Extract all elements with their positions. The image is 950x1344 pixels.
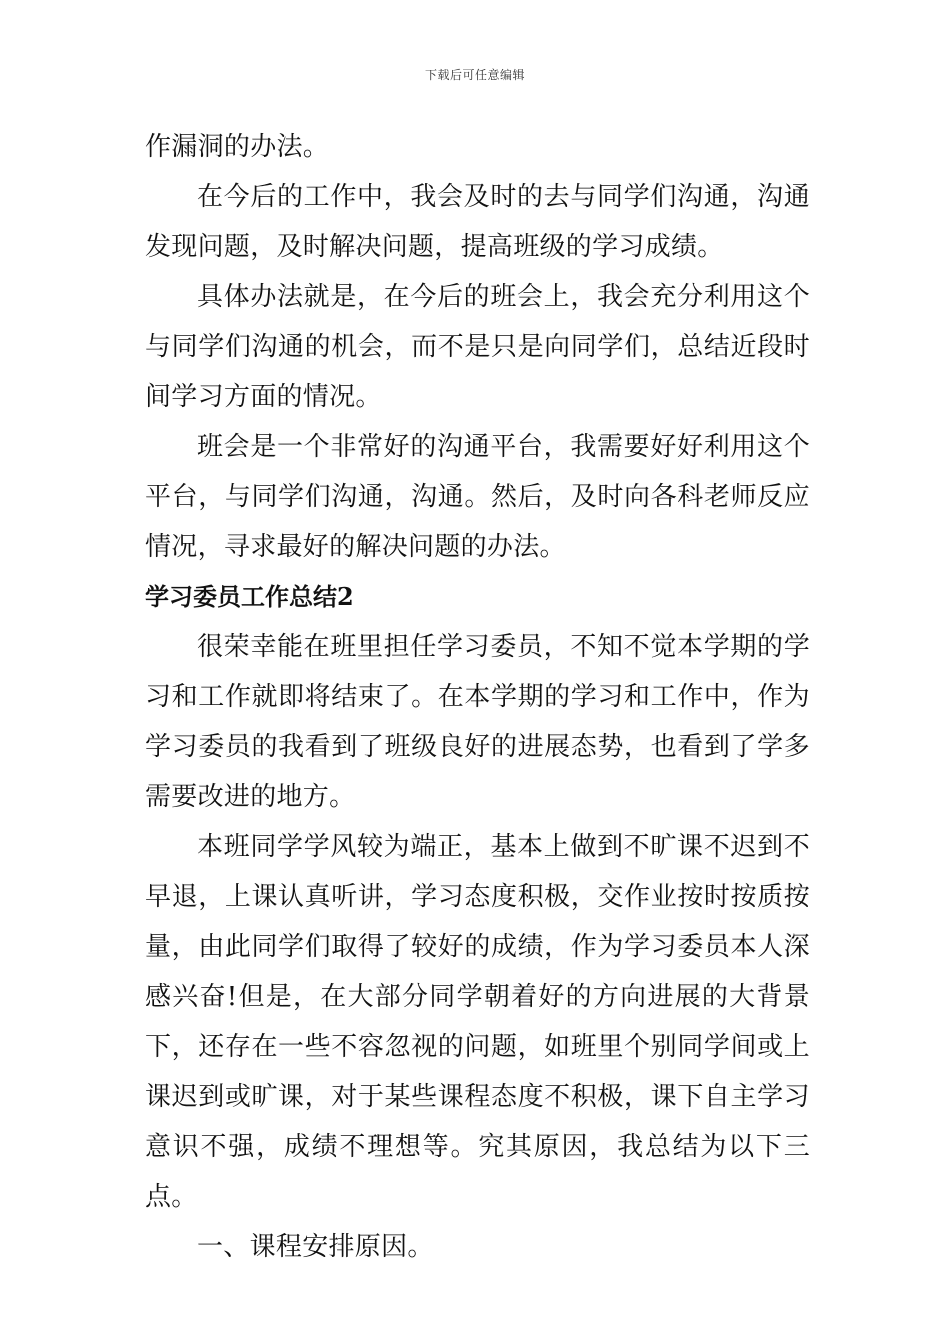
paragraph-3: 具体办法就是，在今后的班会上，我会充分利用这个与同学们沟通的机会，而不是只是向同学们，总结近段时间学习方面的情况。 — [145, 282, 810, 412]
paragraph-4: 班会是一个非常好的沟通平台，我需要好好利用这个平台，与同学们沟通，沟通。然后，及时向各科老师反应情况，寻求最好的解决问题的办法。 — [145, 432, 810, 562]
paragraph-2: 在今后的工作中，我会及时的去与同学们沟通，沟通发现问题，及时解决问题，提高班级的学习成绩。 — [145, 182, 810, 262]
paragraph-1: 作漏洞的办法。 — [145, 132, 330, 162]
section-title: 学习委员工作总结2 — [145, 582, 354, 611]
section-paragraph-1: 很荣幸能在班里担任学习委员，不知不觉本学期的学习和工作就即将结束了。在本学期的学习和工作中，作为学习委员的我看到了班级良好的进展态势，也看到了学多需要改进的地方。 — [145, 632, 810, 812]
section-paragraph-3: 一、课程安排原因。 — [197, 1232, 434, 1262]
page-header: 下载后可任意编辑 — [424, 68, 525, 82]
section-paragraph-2: 本班同学学风较为端正，基本上做到不旷课不迟到不早退，上课认真听讲，学习态度积极，交作业按时按质按量，由此同学们取得了较好的成绩，作为学习委员本人深感兴奋!但是，在大部分同学朝着好的方向进展的大背景下，还存在一些不容忽视的问题，如班里个别同学间或上课迟到或旷课，对于某些课程态度不积极，课下自主学习意识不强，成绩不理想等。究其原因，我总结为以下三点。 — [145, 832, 810, 1212]
document-body — [145, 122, 810, 1272]
